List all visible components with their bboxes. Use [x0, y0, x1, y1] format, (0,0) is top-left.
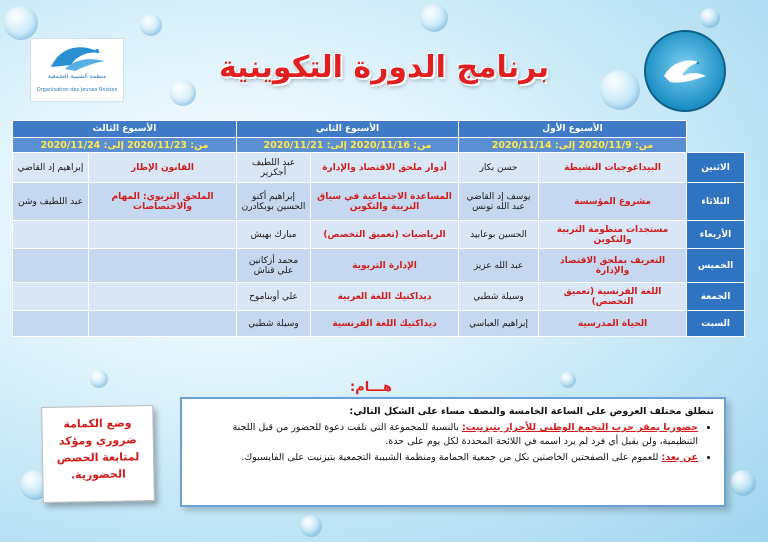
week-dates: من: 2020/11/16 إلى: 2020/11/21 — [237, 138, 459, 153]
bubble-decoration — [700, 8, 720, 28]
youth-organization-logo — [30, 38, 124, 102]
session-presenter — [13, 283, 89, 311]
session-topic: الملحق التربوي: المهام والاختصاصات — [89, 183, 237, 221]
session-topic: القانون الإطار — [89, 153, 237, 183]
bubble-decoration — [4, 6, 38, 40]
corner-cell — [687, 121, 745, 138]
session-presenter: إبراهيم إد القاضي — [13, 153, 89, 183]
week-header: الأسبوع الأول — [459, 121, 687, 138]
week-header: الأسبوع الثاني — [237, 121, 459, 138]
day-label: الأربعاء — [687, 221, 745, 249]
table-row — [13, 183, 745, 221]
session-presenter: محمد أزكانين علي قناش — [237, 249, 311, 283]
session-presenter: مبارك بهيش — [237, 221, 311, 249]
note-item-text: للعموم على الصفحتين الخاصتين بكل من جمعية الحمامة ومنظمة الشبيبة التجمعية بتيزنيت على الفايسبوك. — [241, 452, 659, 463]
bubble-decoration — [90, 370, 108, 388]
corner-cell — [687, 138, 745, 153]
bubble-decoration — [600, 70, 640, 110]
logo-org-name-arabic: منظمة الشبيبة التجمعية — [47, 73, 107, 80]
session-topic: المساعدة الاجتماعية في سياق التربية والتكوين — [311, 183, 459, 221]
session-topic — [89, 283, 237, 311]
important-note-box — [180, 397, 726, 507]
table-row — [13, 283, 745, 311]
session-presenter: علي أوبناموح — [237, 283, 311, 311]
bubble-decoration — [560, 372, 576, 388]
session-presenter: وسيلة شطبي — [459, 283, 539, 311]
note-item-label: عن بعد: — [661, 452, 698, 463]
note-list — [192, 421, 714, 465]
session-presenter: عبد اللطيف وشن — [13, 183, 89, 221]
session-presenter: يوسف إد القاضي عبد الله تونس — [459, 183, 539, 221]
session-topic: الإدارة التربوية — [311, 249, 459, 283]
note-item-in-person — [192, 421, 698, 449]
day-label: الجمعة — [687, 283, 745, 311]
logo-org-name-french: Organisation des Jeunes Rnistes — [36, 87, 118, 93]
session-topic: مستجدات منظومة التربية والتكوين — [539, 221, 687, 249]
session-presenter — [13, 221, 89, 249]
table-row — [13, 221, 745, 249]
session-presenter — [13, 311, 89, 337]
table-row — [13, 311, 745, 337]
session-topic: اللغة الفرنسية (تعميق التخصص) — [539, 283, 687, 311]
dove-association-logo — [644, 30, 726, 112]
week-header: الأسبوع الثالث — [13, 121, 237, 138]
session-topic: التعريف بملحق الاقتصاد والإدارة — [539, 249, 687, 283]
bubble-decoration — [170, 80, 196, 106]
session-topic: الرياضيات (تعميق التخصص) — [311, 221, 459, 249]
day-label: الاثنين — [687, 153, 745, 183]
session-presenter: إبراهيم العباسي — [459, 311, 539, 337]
session-presenter: عبد الله عزيز — [459, 249, 539, 283]
session-presenter: عبد اللطيف أجكرير — [237, 153, 311, 183]
bubble-decoration — [300, 515, 322, 537]
mask-reminder-note: وضع الكمامة ضروري ومؤكد لمتابعة الحصص الحضورية. — [41, 405, 155, 503]
table-row — [13, 249, 745, 283]
session-presenter: وسيلة شطبي — [237, 311, 311, 337]
week-dates: من: 2020/11/9 إلى: 2020/11/14 — [459, 138, 687, 153]
week-dates: من: 2020/11/23 إلى: 2020/11/24 — [13, 138, 237, 153]
session-topic: البيداغوجيات النشيطة — [539, 153, 687, 183]
session-presenter: حسن بكار — [459, 153, 539, 183]
session-presenter: إبراهيم أكنو الحسين بوبكادرن — [237, 183, 311, 221]
bubble-decoration — [420, 4, 448, 32]
session-topic: مشروع المؤسسة — [539, 183, 687, 221]
session-topic: الحياة المدرسية — [539, 311, 687, 337]
session-topic — [89, 221, 237, 249]
note-item-remote — [192, 451, 698, 465]
schedule-table — [12, 120, 745, 337]
important-heading: هـــام: — [350, 380, 392, 395]
session-topic: ديداكتيك اللغة الفرنسية — [311, 311, 459, 337]
bird-logo-icon — [31, 39, 123, 73]
dove-icon — [646, 32, 724, 110]
note-intro: تنطلق مختلف العروض على الساعة الخامسة والنصف مساء على الشكل التالي: — [349, 406, 714, 417]
table-row — [13, 153, 745, 183]
day-label: الخميس — [687, 249, 745, 283]
session-presenter — [13, 249, 89, 283]
day-label: السبت — [687, 311, 745, 337]
note-item-text: بالنسبة للمجموعة التي تلقت دعوة للحضور من قبل اللجنة التنظيمية، ولن يقبل أي فرد لم يرد اسمه في اللائحة المحددة لكل يوم على حدة. — [232, 422, 698, 447]
session-topic — [89, 311, 237, 337]
bubble-decoration — [730, 470, 756, 496]
session-topic — [89, 249, 237, 283]
session-presenter: الحسين بوعابيد — [459, 221, 539, 249]
day-label: الثلاثاء — [687, 183, 745, 221]
page-title: برنامج الدورة التكوينية — [218, 50, 550, 85]
session-topic: أدوار ملحق الاقتصاد والإدارة — [311, 153, 459, 183]
bubble-decoration — [140, 14, 162, 36]
session-topic: ديداكتيك اللغة العربية — [311, 283, 459, 311]
note-item-label: حضوريا بمقر حزب التجمع الوطني للأحرار بتيزنيت: — [461, 422, 698, 433]
